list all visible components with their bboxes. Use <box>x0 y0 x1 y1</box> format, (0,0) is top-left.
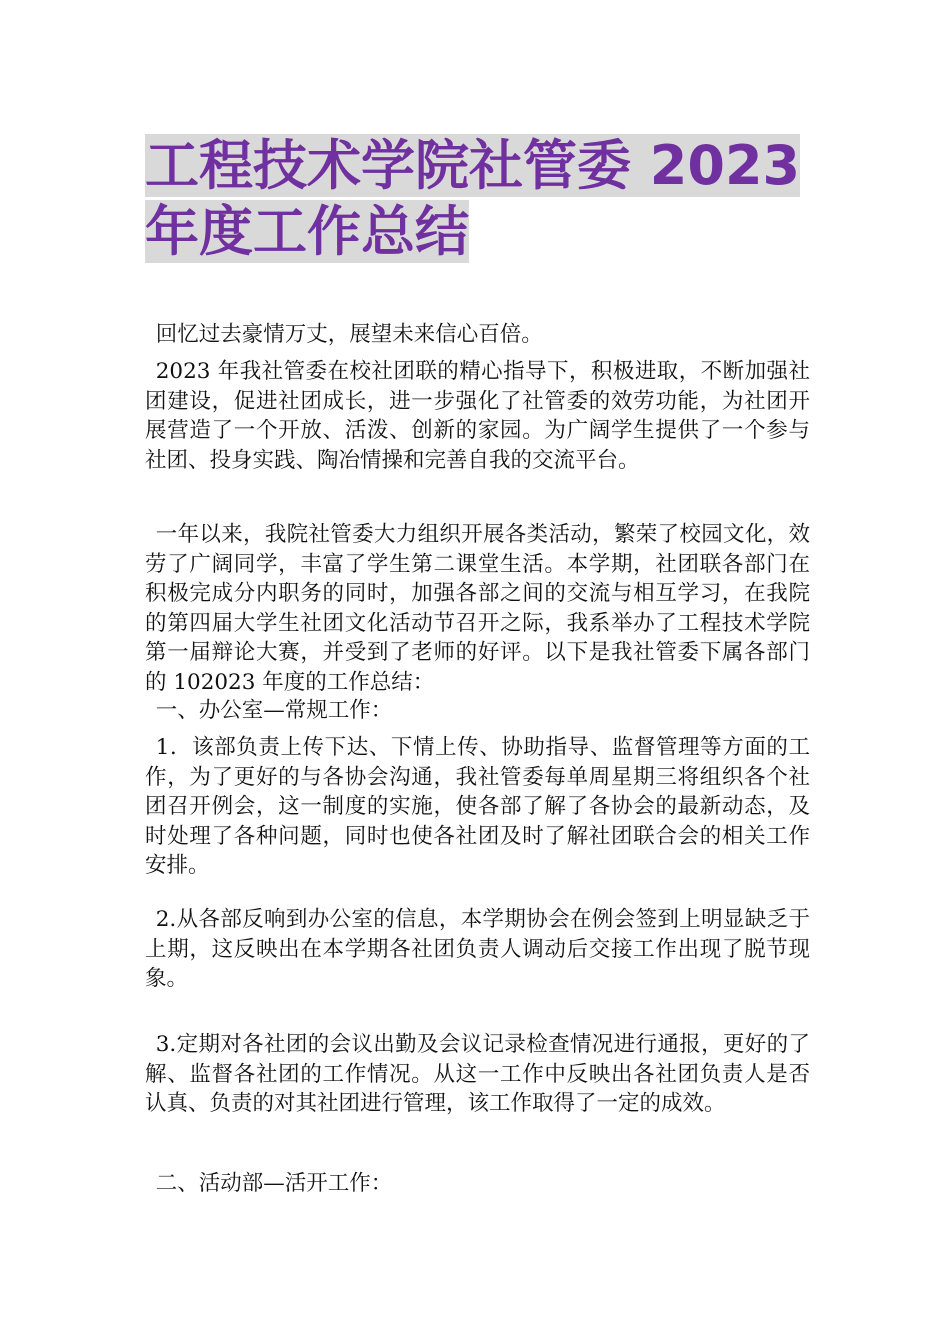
section-heading-office: 一、办公室—常规工作： <box>155 698 393 723</box>
paragraph-summary: 2023 年我社管委在校社团联的精心指导下，积极进取，不断加强社团建设，促进社团成长，进一步强化了社管委的效劳功能，为社团开展营造了一个开放、活泼、创新的家园。为广阔学生提供了一个参与社团、投身实践、陶冶情操和完善自我的交流平台。 <box>145 359 810 473</box>
paragraph-office-item-3: 3.定期对各社团的会议出勤及会议记录检查情况进行通报，更好的了解、监督各社团的工作情况。从这一工作中反映出各社团负责人是否认真、负责的对其社团进行管理，该工作取得了一定的成效。 <box>145 1032 810 1116</box>
paragraph-opening: 回忆过去豪情万丈，展望未来信心百倍。 <box>155 322 543 347</box>
paragraph-office-item-2: 2.从各部反响到办公室的信息，本学期协会在例会签到上明显缺乏于上期，这反映出在本学期各社团负责人调动后交接工作出现了脱节现象。 <box>145 907 810 991</box>
document-title <box>145 133 825 265</box>
paragraph-year-review: 一年以来，我院社管委大力组织开展各类活动，繁荣了校园文化，效劳了广阔同学，丰富了学生第二课堂生活。本学期，社团联各部门在积极完成分内职务的同时，加强各部之间的交流与相互学习，在我院的第四届大学生社团文化活动节召开之际，我系举办了工程技术学院第一届辩论大赛，并受到了老师的好评。以下是我社管委下属各部门的 102023 年度的工作总结： <box>145 522 810 695</box>
section-heading-activity: 二、活动部—活开工作： <box>155 1171 393 1196</box>
document-title-text: 工程技术学院社管委 2023 年度工作总结 <box>145 134 801 263</box>
paragraph-office-item-1: 1．该部负责上传下达、下情上传、协助指导、监督管理等方面的工作，为了更好的与各协会沟通，我社管委每单周星期三将组织各个社团召开例会，这一制度的实施，使各部了解了各协会的最新动态，及时处理了各种问题，同时也使各社团及时了解社团联合会的相关工作安排。 <box>145 735 810 878</box>
